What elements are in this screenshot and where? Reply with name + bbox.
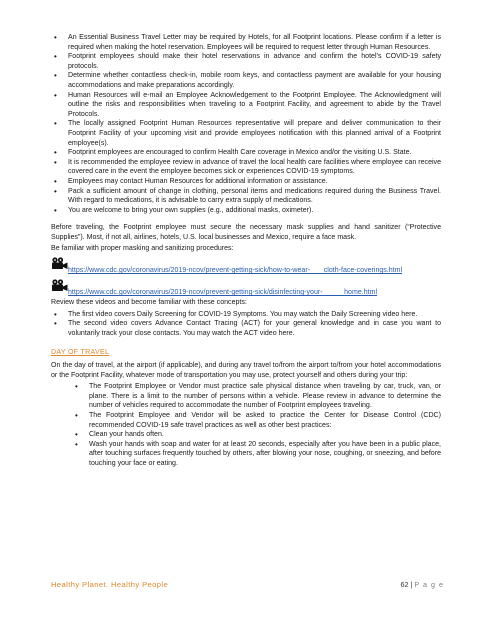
video-camera-icon: [51, 279, 68, 292]
list-item: • The first video covers Daily Screening for COVID-19 Symptoms. You may watch the Daily Screening video here.: [51, 310, 441, 320]
list-item: • Footprint employees are encouraged to confirm Health Care coverage in Mexico and/or the visiting U.S. State.: [51, 148, 441, 158]
review-videos-paragraph: Review these videos and become familiar with these concepts:: [51, 299, 247, 307]
footer-tagline: Healthy Planet. Healthy People: [51, 580, 169, 589]
list-item: • The Footprint Employee and Vendor will be asked to practice the Center for Disease Control (CDC) recommended COVID-19 safe travel practices as well as other best practices:: [51, 411, 441, 430]
list-item: • Determine whether contactless check-in, mobile room keys, and contactless payment are available for your housing accommodations and make preparations accordingly.: [51, 71, 441, 90]
list-item: • You are welcome to bring your own supplies (e.g., additional masks, oximeter).: [51, 206, 441, 216]
page-content: [51, 33, 441, 469]
video-concepts-list: [51, 310, 441, 339]
list-item: • Clean your hands often.: [51, 430, 441, 440]
list-item: • Human Resources will e-mail an Employee Acknowledgement to the Footprint Employee. The Acknowledgment will outline the risks and responsibilities when traveling to a Footprint Facility, and agreement to abide by the Travel Protocols.: [51, 91, 441, 120]
page-separator: |: [408, 580, 415, 589]
list-item: • Footprint employees should make their hotel reservations in advance and confirm the hotel’s COVID-19 safety protocols.: [51, 52, 441, 71]
day-of-travel-heading: DAY OF TRAVEL: [51, 349, 110, 357]
cloth-face-coverings-link[interactable]: https://www.cdc.gov/coronavirus/2019-ncov/prevent-getting-sick/how-to-wear- cloth-face-coverings.html: [68, 267, 403, 275]
list-item: • Wash your hands with soap and water for at least 20 seconds, especially after you have been in a public place, after touching surfaces frequently touched by others, after blowing your nose, coughing, or sneezing, and before touching your face or eating.: [51, 440, 441, 469]
masking-paragraph: Be familiar with proper masking and sanitizing procedures:: [51, 245, 234, 253]
video-link-row: [51, 276, 441, 298]
pre-travel-list: [51, 33, 441, 215]
list-item: • The second video covers Advance Contact Tracing (ACT) for your general knowledge and in case you want to voluntarily track your close contacts. You may watch the ACT video here.: [51, 319, 441, 338]
list-item: • Employees may contact Human Resources for additional information or assistance.: [51, 177, 441, 187]
list-item: • The locally assigned Footprint Human Resources representative will prepare and deliver communication to their Footprint Facility of your upcoming visit and provide employees notification with this planned arrival of a Footprint employee(s).: [51, 119, 441, 148]
page-word: P a g e: [414, 580, 444, 589]
footer-page-number: [400, 580, 444, 589]
list-item: • Pack a sufficient amount of change in clothing, personal items and medications required during the Business Travel. With regard to medications, it is advisable to carry extra supply of medications.: [51, 187, 441, 206]
list-item: • It is recommended the employee review in advance of travel the local health care facilities where employee can receive covered care in the event the employee becomes sick or experiences COVID-19 symptoms.: [51, 158, 441, 177]
list-item: • The Footprint Employee or Vendor must practice safe physical distance when traveling by car, truck, van, or plane. There is a limit to the number of persons within a vehicle. Please review in advance to determine the number of vehicles required to accommodate the number of Footprint employees traveling.: [51, 382, 441, 411]
disinfecting-home-link[interactable]: https://www.cdc.gov/coronavirus/2019-ncov/prevent-getting-sick/disinfecting-your- home.html: [68, 289, 378, 297]
day-of-travel-paragraph: On the day of travel, at the airport (if applicable), and during any travel to/from the airport to/from your hotel accommodations or the Footprint Facility, whatever mode of transportation you may use, protect yourself and others during your trip:: [51, 362, 441, 379]
video-link-row: [51, 254, 441, 276]
list-item: • An Essential Business Travel Letter may be required by Hotels, for all Footprint locations. Please confirm if a letter is required when making the hotel reservation. Employees will be required to request letter through Human Resources.: [51, 33, 441, 52]
day-of-travel-list: [51, 382, 441, 468]
page-number: 62: [400, 580, 409, 589]
video-camera-icon: [51, 257, 68, 270]
before-traveling-paragraph: Before traveling, the Footprint employee must secure the necessary mask supplies and hand sanitizer (“Protective Supplies”). Most, if not all, airlines, hotels, U.S. local businesses and Mexico, require a face mask.: [51, 224, 441, 241]
